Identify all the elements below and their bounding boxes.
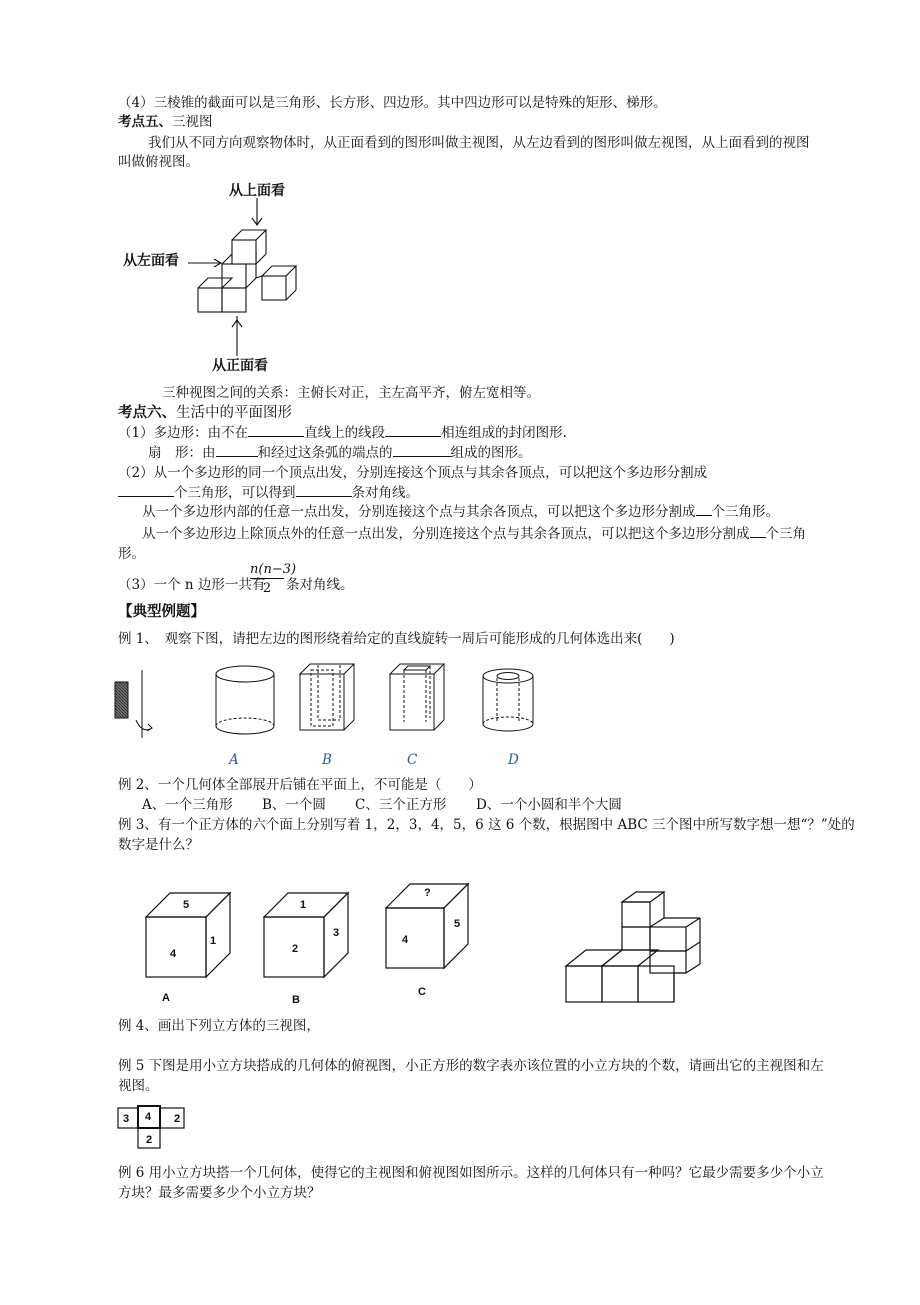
grid-cell-2: 4 [145, 1111, 152, 1123]
example-3-b: 数字是什么？ [118, 837, 199, 853]
heading-5 [118, 113, 213, 131]
option-a-cylinder [216, 666, 274, 734]
numbered-cubes-figure [140, 880, 700, 1000]
example-2-option-b: B、一个圆 [262, 797, 326, 813]
heading-5-label: 考点五、 [118, 114, 172, 130]
q2-blank-2[interactable] [296, 484, 352, 497]
heading-6-label: 考点六、 [118, 404, 176, 421]
q2-text-b: 个三角形，可以得到 [174, 485, 296, 501]
example-4: 例 4、画出下列立方体的三视图， [118, 1018, 320, 1034]
q3-line-b: 条对角线。 [286, 577, 354, 593]
q1-text-b: 直线上的线段 [304, 425, 386, 441]
q1-polygon [118, 424, 567, 442]
cube-c-label: C [418, 986, 426, 998]
q2-blank-4[interactable] [750, 525, 766, 538]
example-2: 例 2、一个几何体全部展开后铺在平面上，不可能是（ ） [118, 777, 482, 793]
q3-fraction-numerator: n(n−3) [250, 562, 297, 577]
heading-5-title: 三视图 [172, 114, 213, 130]
cube-a-label: A [162, 992, 170, 1004]
q1-sector [148, 444, 532, 462]
example-2-option-c: C、三个正方形 [355, 797, 447, 813]
example-5-a: 例 5 下图是用小立方块搭成的几何体的俯视图，小正方形的数字表亦该位置的小立方块的个数，请画出它的主视图和左 [118, 1058, 824, 1074]
cube-c-front: 4 [402, 934, 409, 946]
q2-line-a: （2）从一个多边形的同一个顶点出发，分别连接这个顶点与其余各顶点，可以把这个多边形分割成 [118, 465, 708, 481]
q2-text-d: 从一个多边形内部的任意一点出发，分别连接这个点与其余各顶点，可以把这个多边形分割成 [142, 504, 696, 520]
heading-6 [118, 404, 292, 422]
q2-line-b [118, 484, 419, 502]
q2-line-h: 形。 [118, 546, 145, 562]
top-view-grid [118, 1106, 198, 1150]
stacked-cubes [566, 892, 700, 1002]
label-from-top: 从上面看 [229, 182, 285, 198]
three-view-cube-figure [180, 196, 400, 336]
para-views-b: 叫做俯视图。 [118, 154, 199, 170]
q3-fraction-denominator: 2 [262, 581, 272, 596]
line-pyramid-section: （4）三棱锥的截面可以是三角形、长方形、四边形。其中四边形可以是特殊的矩形、梯形。 [118, 95, 667, 111]
example-3-a: 例 3、有一个正方体的六个面上分别写着 1，2，3，4，5，6 这 6 个数，根据图中 ABC 三个图中所写数字想一想“？”处的 [118, 817, 855, 833]
cube-a-top: 5 [183, 899, 190, 911]
q1-text-e: 和经过这条弧的端点的 [257, 445, 393, 461]
option-c-label: C [407, 752, 418, 768]
example-2-option-a: A、一个三角形 [142, 797, 233, 813]
q2-blank-1[interactable] [118, 484, 174, 497]
q1-blank-4[interactable] [393, 444, 451, 457]
option-c-box-with-hole [390, 664, 444, 730]
example-1: 例 1、 观察下图，请把左边的图形绕着给定的直线旋转一周后可能形成的几何体选出来( ) [118, 631, 675, 647]
para-views-a: 我们从不同方向观察物体时，从正面看到的图形叫做主视图，从左边看到的图形叫做左视图，从上面看到的视图 [148, 135, 810, 151]
para-view-relation: 三种视图之间的关系：主俯长对正，主左高平齐，俯左宽相等。 [162, 385, 540, 401]
option-a-label: A [229, 752, 239, 768]
option-d-hollow-cylinder [483, 669, 533, 731]
cube-c-top: ? [424, 887, 431, 899]
grid-cell-1: 3 [123, 1113, 130, 1125]
cube-b-label: B [292, 994, 300, 1006]
q1-text-a: （1）多边形：由不在 [118, 425, 249, 441]
label-from-left: 从左面看 [123, 252, 179, 268]
option-b-box [300, 664, 354, 730]
cube-b-front: 2 [292, 943, 299, 955]
cube-b-side: 3 [333, 927, 340, 939]
example-6-b: 方块？最多需要多少个小立方块？ [118, 1185, 321, 1201]
q1-text-f: 组成的图形。 [450, 445, 532, 461]
q2-text-f: 从一个多边形边上除顶点外的任意一点出发，分别连接这个点与其余各顶点，可以把这个多边形分割成 [142, 526, 750, 542]
q2-text-c: 条对角线。 [351, 485, 419, 501]
q1-text-c: 相连组成的封闭图形. [441, 425, 567, 441]
cube-c-side: 5 [454, 918, 461, 930]
q2-text-e: 个三角形。 [711, 504, 779, 520]
heading-6-title: 生活中的平面图形 [176, 405, 292, 421]
example-5-b: 视图。 [118, 1078, 159, 1094]
q1-blank-1[interactable] [248, 424, 304, 437]
q3-line-a: （3）一个 n 边形一共有 [118, 577, 266, 593]
rotated-rectangle-with-axis [115, 670, 152, 738]
q2-text-g: 个三角 [765, 526, 806, 542]
option-d-label: D [508, 752, 519, 768]
q2-line-f [142, 525, 806, 543]
q1-blank-2[interactable] [385, 424, 441, 437]
cube-a-front: 4 [170, 948, 177, 960]
q1-text-d: 扇 形：由 [148, 445, 216, 461]
q1-blank-3[interactable] [216, 444, 258, 457]
example-2-option-d: D、一个小圆和半个大圆 [476, 797, 622, 813]
cube-b-top: 1 [300, 899, 307, 911]
grid-cell-3: 2 [174, 1113, 181, 1125]
example-6-a: 例 6 用小立方块搭一个几何体，使得它的主视图和俯视图如图所示。这样的几何体只有一种吗？它最少需要多少个小立 [118, 1165, 824, 1181]
cube-a-side: 1 [210, 935, 217, 947]
option-b-label: B [322, 752, 332, 768]
grid-cell-4: 2 [146, 1134, 153, 1146]
q2-line-d [142, 503, 779, 521]
typical-examples-heading: 【典型例题】 [118, 603, 205, 620]
label-from-front: 从正面看 [212, 357, 268, 373]
q2-blank-3[interactable] [696, 503, 712, 516]
